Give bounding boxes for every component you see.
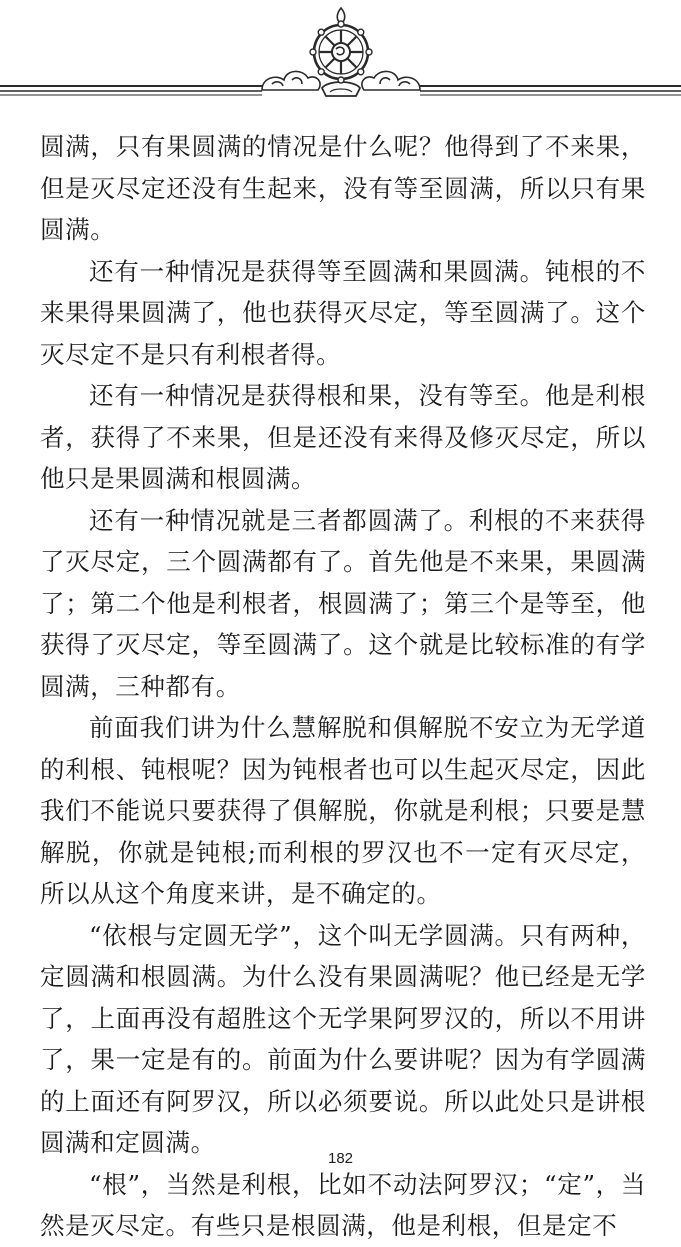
- cloud-ornament-right-icon: [362, 71, 420, 90]
- paragraph-4: 还有一种情况就是三者都圆满了。利根的不来获得了灭尽定，三个圆满都有了。首先他是不来果，果圆满了；第二个他是利根者，根圆满了；第三个是等至，他获得了灭尽定，等至圆满了。这个就是比较标准的有学圆满，三种都有。: [40, 505, 646, 701]
- paragraph-7: “根”，当然是利根，比如不动法阿罗汉；“定”，当然是灭尽定。有些只是根圆满，他是利根，但是定不: [40, 1169, 646, 1240]
- paragraph-6: “依根与定圆无学”，这个叫无学圆满。只有两种，定圆满和根圆满。为什么没有果圆满呢？他已经是无学了，上面再没有超胜这个无学果阿罗汉的，所以不用讲了，果一定是有的。前面为什么要讲呢？因为有学圆满的上面还有阿罗汉，所以必须要说。所以此处只是讲根圆满和定圆满。: [40, 920, 646, 1157]
- paragraph-3: 还有一种情况是获得根和果，没有等至。他是利根者，获得了不来果，但是还没有来得及修灭尽定，所以他只是果圆满和根圆满。: [40, 381, 646, 493]
- header-ornament-graphic: [0, 0, 681, 110]
- paragraph-5: 前面我们讲为什么慧解脱和俱解脱不安立为无学道的利根、钝根呢？因为钝根者也可以生起灭尽定，因此我们不能说只要获得了俱解脱，你就是利根；只要是慧解脱，你就是钝根;而利根的罗汉也不一定有灭尽定，所以从这个角度来讲，是不确定的。: [40, 713, 646, 908]
- paragraph-1: 圆满，只有果圆满的情况是什么呢？他得到了不来果，但是灭尽定还没有生起来，没有等至圆满，所以只有果圆满。: [40, 132, 646, 244]
- cloud-ornament-left-icon: [262, 71, 320, 90]
- page-body: [40, 126, 646, 1247]
- page-number: 182: [327, 1150, 354, 1167]
- page-header-ornament: [0, 0, 681, 110]
- paragraph-2: 还有一种情况是获得等至圆满和果圆满。钝根的不来果得果圆满了，他也获得灭尽定，等至圆满了。这个灭尽定不是只有利根者得。: [40, 256, 646, 369]
